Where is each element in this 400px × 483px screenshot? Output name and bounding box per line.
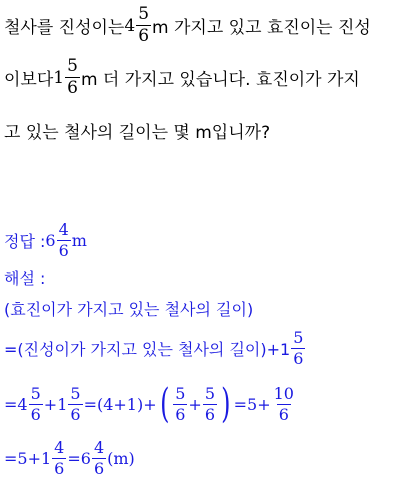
solution-label-text: 해설 : [4,269,46,288]
fraction [65,58,80,97]
numerator: 4 [58,220,69,239]
question-text: 이보다 [4,70,54,90]
fraction [203,383,217,424]
question-text: 철사를 진성이는 [4,18,125,38]
fraction [68,383,82,424]
answer-whole: 6 [45,231,56,250]
numerator: 5 [293,328,304,347]
answer-unit: m [71,231,87,250]
numerator: 4 [93,438,105,457]
solution-label [4,266,45,289]
answer-fraction [57,222,71,259]
denominator: 6 [30,404,41,424]
fraction [272,383,296,424]
equation-text: =4 [4,394,28,414]
numerator: 5 [175,383,186,403]
fraction [29,383,43,424]
equation-text: +1 [43,394,68,414]
solution-text: (효진이가 가지고 있는 철사의 길이) [4,300,254,319]
numerator: 5 [70,383,81,403]
fraction [291,330,305,367]
solution-line-3 [4,381,297,427]
denominator: 6 [67,78,78,98]
answer-label: 정답 : [4,232,46,251]
left-paren: ( [159,381,170,427]
solution-line-2 [4,330,306,367]
question-text: m 더 가지고 있습니다. 효진이가 가지 [80,70,360,90]
denominator: 6 [58,241,69,260]
mixed-whole: 1 [53,67,65,88]
numerator: 5 [30,383,41,403]
solution-line-4 [4,440,135,477]
fraction [136,6,151,45]
equation-text: + [188,394,202,414]
right-paren: ) [221,381,231,427]
equation-text: =(4+1)+ [83,394,157,414]
denominator: 6 [204,404,216,424]
mixed-whole: 4 [124,15,136,36]
question-text: m 가지고 있고 효진이는 진성 [152,18,371,38]
answer-line [4,222,87,259]
question-line-2 [4,58,360,97]
fraction [173,383,187,424]
numerator: 10 [273,383,294,403]
equation-text: =5+ [233,394,271,414]
denominator: 6 [278,404,289,424]
denominator: 6 [175,404,186,424]
solution-line-1 [4,297,253,320]
equation-text: =6 [67,449,91,468]
numerator: 5 [138,4,150,24]
fraction [52,440,66,477]
denominator: 6 [70,404,81,424]
denominator: 6 [54,459,65,478]
denominator: 6 [138,26,150,46]
denominator: 6 [93,459,105,478]
question-line-1 [4,6,371,45]
question-line-3 [4,118,270,143]
fraction [92,440,106,477]
unit-text: (m) [107,449,135,468]
numerator: 4 [54,438,65,457]
denominator: 6 [293,349,304,368]
question-text: 고 있는 철사의 길이는 몇 m입니까? [4,123,271,143]
solution-text: =(진성이가 가지고 있는 철사의 길이)+1 [4,340,291,359]
numerator: 5 [67,56,78,76]
equation-text: =5+1 [4,449,52,468]
numerator: 5 [204,383,216,403]
